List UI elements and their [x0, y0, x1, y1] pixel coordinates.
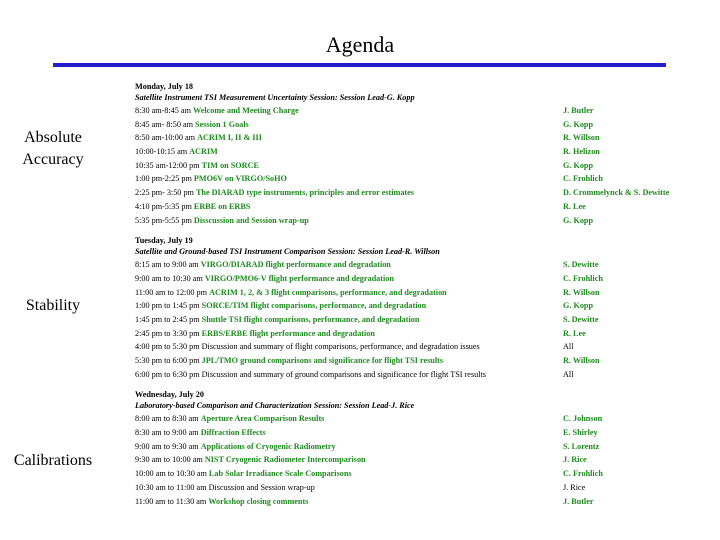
agenda-speaker: R. Willson	[563, 133, 600, 143]
side-label-accuracy: Absolute Accuracy	[22, 129, 84, 168]
agenda-row	[135, 145, 695, 159]
session-title: Laboratory-based Comparison and Characterization Session: Session Lead-J. Rice	[135, 401, 415, 411]
agenda-speaker: J. Rice	[563, 455, 587, 465]
agenda-speaker: S. Dewitte	[563, 314, 599, 324]
agenda-topic: PMO6V on VIRGO/SoHO	[193, 174, 287, 184]
agenda-topic: Discussion and summary of ground comparisons and significance for flight TSI results	[201, 369, 486, 379]
agenda-row	[135, 340, 695, 354]
day-date: Monday, July 18	[135, 82, 194, 91]
agenda-row	[135, 172, 695, 186]
agenda-time: 8:30 am to 9:00 am	[135, 428, 199, 438]
agenda-row	[135, 368, 695, 382]
agenda-speaker: S. Lorentz	[563, 441, 600, 451]
agenda-time: 10:35 am-12:00 pm	[135, 160, 200, 170]
agenda-topic: Disscussion and Session wrap-up	[193, 215, 309, 225]
agenda-speaker: G. Kopp	[563, 160, 594, 170]
agenda-row	[135, 354, 695, 368]
agenda-time: 8:50 am-10:00 am	[135, 133, 196, 143]
agenda-row	[135, 313, 695, 327]
agenda-topic: Aperture Area Comparison Results	[200, 414, 325, 424]
agenda-speaker: J. Butler	[563, 496, 594, 506]
agenda-row	[135, 131, 695, 145]
agenda-time: 4:10 pm-5:35 pm	[135, 201, 192, 211]
agenda-row	[135, 412, 695, 426]
agenda-topic: Lab Solar Irradiance Scale Comparisons	[208, 469, 352, 479]
agenda-topic: ACRIM 1, 2, & 3 flight comparisons, performance, and degradation	[209, 287, 447, 297]
agenda-topic: ACRIM I, II & III	[197, 133, 262, 143]
agenda-topic: JPL/TMO ground comparisons and significance for flight TSI results	[201, 356, 444, 365]
agenda-speaker: R. Willson	[563, 356, 600, 365]
agenda-row	[135, 200, 695, 214]
agenda-speaker: C. Johnson	[563, 414, 603, 424]
agenda-time: 10:30 am to 11:00 am	[135, 482, 207, 492]
agenda-time: 10:00 am to 10:30 am	[135, 469, 207, 479]
agenda-speaker: R. Helizon	[563, 147, 600, 157]
agenda-speaker: G. Kopp	[563, 119, 594, 129]
page-title: Agenda	[325, 32, 395, 57]
agenda-time: 8:15 am to 9:00 am	[135, 260, 199, 270]
agenda-row	[135, 299, 695, 313]
agenda-time: 2:25 pm- 3:50 pm	[135, 188, 194, 198]
agenda-row	[135, 481, 695, 495]
agenda-time: 4:00 pm to 5:30 pm	[135, 342, 200, 352]
title-underline	[53, 63, 666, 67]
agenda-topic: Discussion and summary of flight comparisons, performance, and degradation issues	[201, 342, 480, 352]
agenda-row	[135, 467, 695, 481]
agenda-speaker: R. Lee	[563, 201, 586, 211]
agenda-speaker: R. Willson	[563, 287, 600, 297]
agenda-topic: ERBE on ERBS	[193, 201, 251, 211]
agenda-time: 5:35 pm-5:55 pm	[135, 215, 192, 225]
agenda-row	[135, 186, 695, 200]
agenda-time: 9:00 am to 10:30 am	[135, 273, 203, 283]
agenda-speaker: C. Frohlich	[563, 273, 603, 283]
day-date: Tuesday, July 19	[135, 236, 193, 246]
agenda-topic: Workshop closing comments	[208, 496, 309, 506]
day-block	[135, 81, 695, 227]
agenda-time: 8:00 am to 8:30 am	[135, 414, 199, 424]
agenda-topic: Diffraction Effects	[200, 428, 266, 438]
agenda-time: 6:00 pm to 6:30 pm	[135, 369, 200, 379]
agenda-row	[135, 426, 695, 440]
agenda-speaker: S. Dewitte	[563, 260, 599, 270]
agenda-topic: NIST Cryogenic Radiometer Intercomparison	[204, 455, 366, 465]
side-label-calibrations: Calibrations	[13, 452, 93, 469]
agenda-topic: VIRGO/DIARAD flight performance and degradation	[200, 260, 391, 270]
agenda-time: 1:00 pm-2:25 pm	[135, 174, 192, 184]
session-title: Satellite Instrument TSI Measurement Uncertainty Session: Session Lead-G. Kopp	[135, 93, 415, 102]
agenda-row	[135, 327, 695, 341]
agenda-topic: SORCE/TIM flight comparisons, performance, and degradation	[201, 301, 427, 311]
day-date: Wednesday, July 20	[135, 390, 204, 400]
agenda-row	[135, 453, 695, 467]
agenda-topic: TIM on SORCE	[201, 160, 259, 170]
agenda-row	[135, 118, 695, 132]
agenda-topic: ERBS/ERBE flight performance and degradation	[201, 328, 375, 338]
agenda-row	[135, 440, 695, 454]
agenda-schedule	[135, 81, 695, 516]
agenda-row	[135, 214, 695, 228]
agenda-speaker: G. Kopp	[563, 215, 594, 225]
agenda-topic: Session 1 Goals	[195, 119, 249, 129]
agenda-topic: ACRIM	[189, 147, 218, 157]
agenda-topic: Discussion and Session wrap-up	[208, 482, 315, 492]
agenda-time: 11:00 am to 12:00 pm	[135, 287, 208, 297]
agenda-time: 5:30 pm to 6:00 pm	[135, 356, 200, 365]
agenda-speaker: C. Frohlich	[563, 469, 603, 479]
agenda-time: 8:30 am-8:45 am	[135, 106, 191, 115]
agenda-speaker: J. Rice	[563, 482, 586, 492]
agenda-time: 1:00 pm to 1:45 pm	[135, 301, 200, 311]
agenda-row	[135, 258, 695, 272]
agenda-row	[135, 495, 695, 509]
agenda-topic: VIRGO/PMO6-V flight performance and degradation	[204, 273, 394, 283]
agenda-time: 1:45 pm to 2:45 pm	[135, 314, 200, 324]
agenda-speaker: D. Crommelynck & S. Dewitte	[563, 188, 670, 198]
agenda-speaker: J. Butler	[563, 106, 594, 115]
session-title: Satellite and Ground-based TSI Instrument Comparison Session: Session Lead-R. Willson	[135, 247, 440, 257]
agenda-time: 11:00 am to 11:30 am	[135, 496, 207, 506]
agenda-row	[135, 159, 695, 173]
agenda-speaker: All	[563, 342, 574, 352]
day-block	[135, 389, 695, 508]
day-block	[135, 235, 695, 381]
agenda-speaker: C. Frohlich	[563, 174, 603, 184]
agenda-time: 10:00-10:15 am	[135, 147, 188, 157]
agenda-row	[135, 104, 695, 118]
agenda-speaker: R. Lee	[563, 328, 586, 338]
agenda-time: 8:45 am- 8:50 am	[135, 119, 193, 129]
side-label-stability: Stability	[25, 297, 81, 314]
agenda-time: 2:45 pm to 3:30 pm	[135, 328, 200, 338]
agenda-speaker: E. Shirley	[563, 428, 598, 438]
agenda-speaker: All	[563, 369, 574, 379]
agenda-row	[135, 272, 695, 286]
agenda-topic: The DIARAD type instruments, principles and error estimates	[195, 188, 414, 198]
agenda-speaker: G. Kopp	[563, 301, 594, 311]
agenda-topic: Applications of Cryogenic Radiometry	[200, 441, 336, 451]
agenda-row	[135, 286, 695, 300]
agenda-topic: Welcome and Meeting Charge	[192, 106, 299, 115]
agenda-topic: Shuttle TSI flight comparisons, performance, and degradation	[201, 314, 420, 324]
agenda-time: 9:30 am to 10:00 am	[135, 455, 203, 465]
agenda-time: 9:00 am to 9:30 am	[135, 441, 199, 451]
